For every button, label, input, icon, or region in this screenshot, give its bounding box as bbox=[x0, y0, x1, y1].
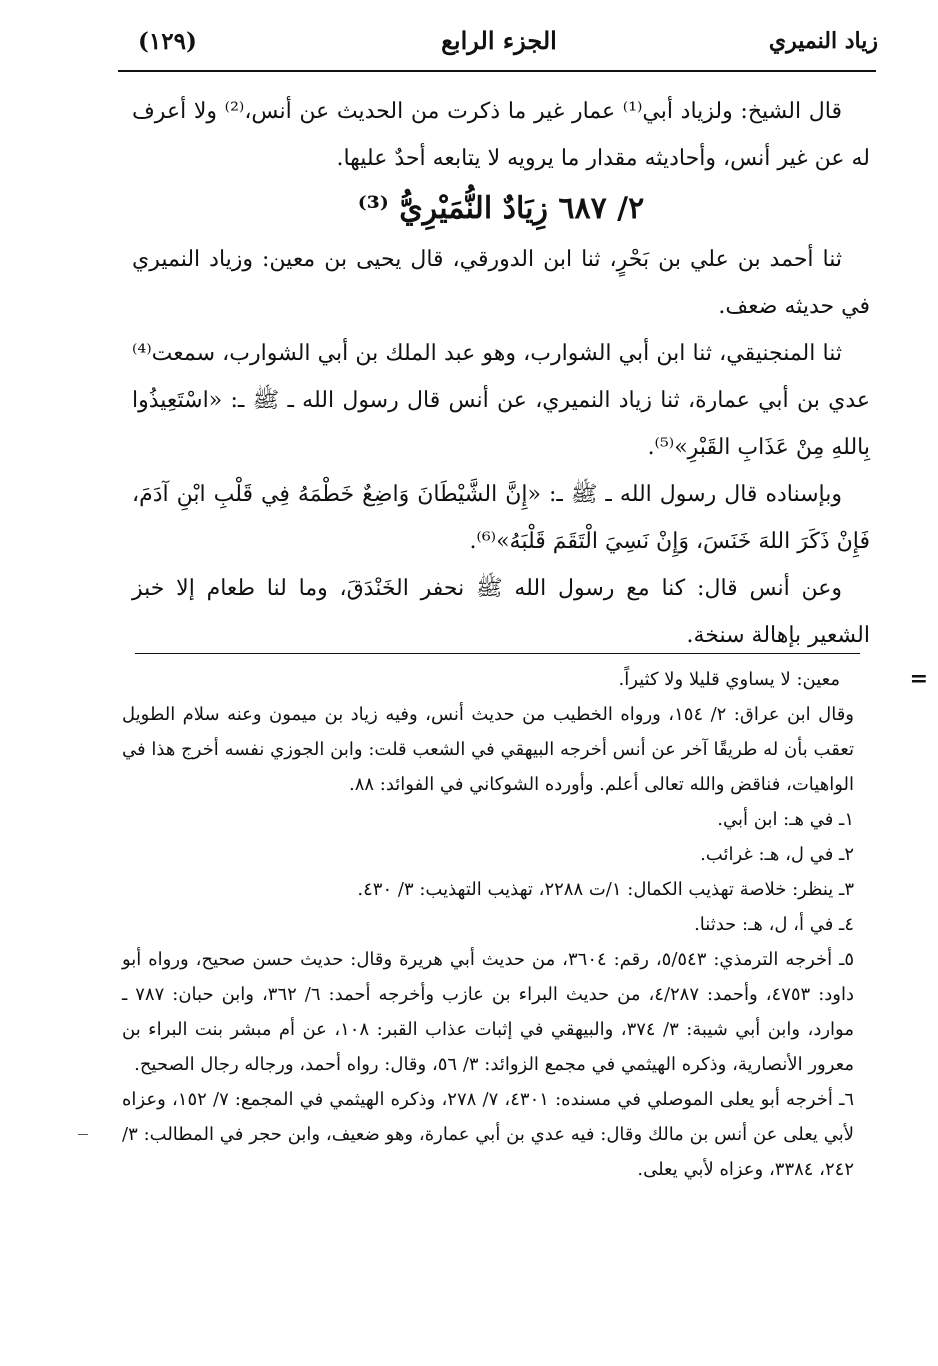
footnote-separator bbox=[135, 653, 860, 654]
footnotes bbox=[122, 662, 928, 1187]
main-text bbox=[132, 88, 870, 659]
margin-mark bbox=[78, 1134, 88, 1135]
footnote-5: ٥ـ أخرجه الترمذي: ٥/٥٤٣، رقم: ٣٦٠٤، من حديث أبي هريرة وقال: حديث حسن صحيح، ورواه أبو داود: ٤٧٥٣، وأحمد: ٤/٢٨٧، من حديث البراء بن عازب وأخرجه أحمد: ٦/ ٣٦٢، وابن حبان: ٧٨٧ ـ موارد، وابن أبي شيبة: ٣/ ٣٧٤، والبيهقي في إثبات عذاب القبر: ١٠٨، عن أم مبشر بنت البراء بن معرور الأنصارية، وذكره الهيثمي في مجمع الزوائد: ٣/ ٥٦، وقال: رواه أحمد، ورجاله رجال الصحيح. bbox=[122, 949, 855, 1075]
footnote-continued bbox=[122, 662, 928, 802]
paragraph-hadith-qabr: ثنا المنجنيقي، ثنا ابن أبي الشوارب، وهو عبد الملك بن أبي الشوارب، سمعت⁽⁴⁾ عدي بن أبي عمارة، ثنا زياد النميري، عن أنس قال رسول الله ـ ﷺ ـ: «اسْتَعِيذُوا بِاللهِ مِنْ عَذَابِ القَبْرِ»⁽⁵⁾. bbox=[132, 341, 870, 460]
page-number: (١٢٩) bbox=[138, 28, 197, 55]
footnote-6: ٦ـ أخرجه أبو يعلى الموصلي في مسنده: ٤٣٠١، ٧/ ٢٧٨، وذكره الهيثمي في المجمع: ٧/ ١٥٢، وعزاه لأبي يعلى عن أنس بن مالك وقال: فيه عدي بن أبي عمارة، وهو ضعيف، وابن حجر في المطالب: ٣/ ٢٤٢، ٣٣٨٤، وعزاه لأبي يعلى. bbox=[122, 1089, 855, 1180]
paragraph-hadith-shaytan: وبإسناده قال رسول الله ـ ﷺ ـ: «إِنَّ الشَّيْطَانَ وَاضِعٌ خَطْمَهُ فِي قَلْبِ ابْنِ آدَمَ، فَإِنْ ذَكَرَ اللهَ خَنَسَ، وَإِنْ نَسِيَ الْتَقَمَ قَلْبَهُ»⁽⁶⁾. bbox=[132, 482, 870, 554]
continuation-marker: = bbox=[909, 666, 928, 692]
footnote-4: ٤ـ في أ، ل، هـ: حدثنا. bbox=[694, 914, 854, 935]
volume-label: الجزء الرابع bbox=[441, 26, 557, 55]
paragraph-ibn-maeen: ثنا أحمد بن علي بن بَحْرٍ، ثنا ابن الدورقي، قال يحيى بن معين: وزياد النميري في حديثه ضعف. bbox=[132, 247, 870, 319]
entry-title: ٢/ ٦٨٧ زِيَادٌ النُّمَيْرِيُّ ⁽³⁾ bbox=[357, 191, 645, 226]
footnote-3: ٣ـ ينظر: خلاصة تهذيب الكمال: ١/ت ٢٢٨٨، تهذيب التهذيب: ٣/ ٤٣٠. bbox=[357, 879, 854, 900]
paragraph-intro: قال الشيخ: ولزياد أبي⁽¹⁾ عمار غير ما ذكرت من الحديث عن أنس،⁽²⁾ ولا أعرف له عن غير أنس، وأحاديثه مقدار ما يرويه لا يتابعه أحدٌ عليها. bbox=[132, 99, 870, 171]
paragraph-khandaq: وعن أنس قال: كنا مع رسول الله ﷺ نحفر الخَنْدَقَ، وما لنا طعام إلا خبز الشعير بإهالة سنخة. bbox=[132, 576, 870, 648]
running-title: زياد النميري bbox=[768, 28, 878, 54]
running-head bbox=[120, 22, 878, 66]
header-rule bbox=[118, 70, 876, 72]
footnote-continued-text: وقال ابن عراق: ٢/ ١٥٤، ورواه الخطيب من حديث أنس، وفيه زياد بن ميمون وعنه سلام الطويل تعقب بأن له طريقًا آخر عن أنس أخرجه البيهقي في الشعب قلت: وابن الجوزي نفسه أخرج هذا في الواهيات، فناقض والله تعالى أعلم. وأورده الشوكاني في الفوائد: ٨٨. bbox=[122, 704, 854, 795]
footnote-2: ٢ـ في ل، هـ: غرائب. bbox=[700, 844, 854, 865]
footnote-1: ١ـ في هـ: ابن أبي. bbox=[717, 809, 854, 830]
footnote-continued-line: معين: لا يساوي قليلا ولا كثيراً. bbox=[618, 669, 840, 690]
